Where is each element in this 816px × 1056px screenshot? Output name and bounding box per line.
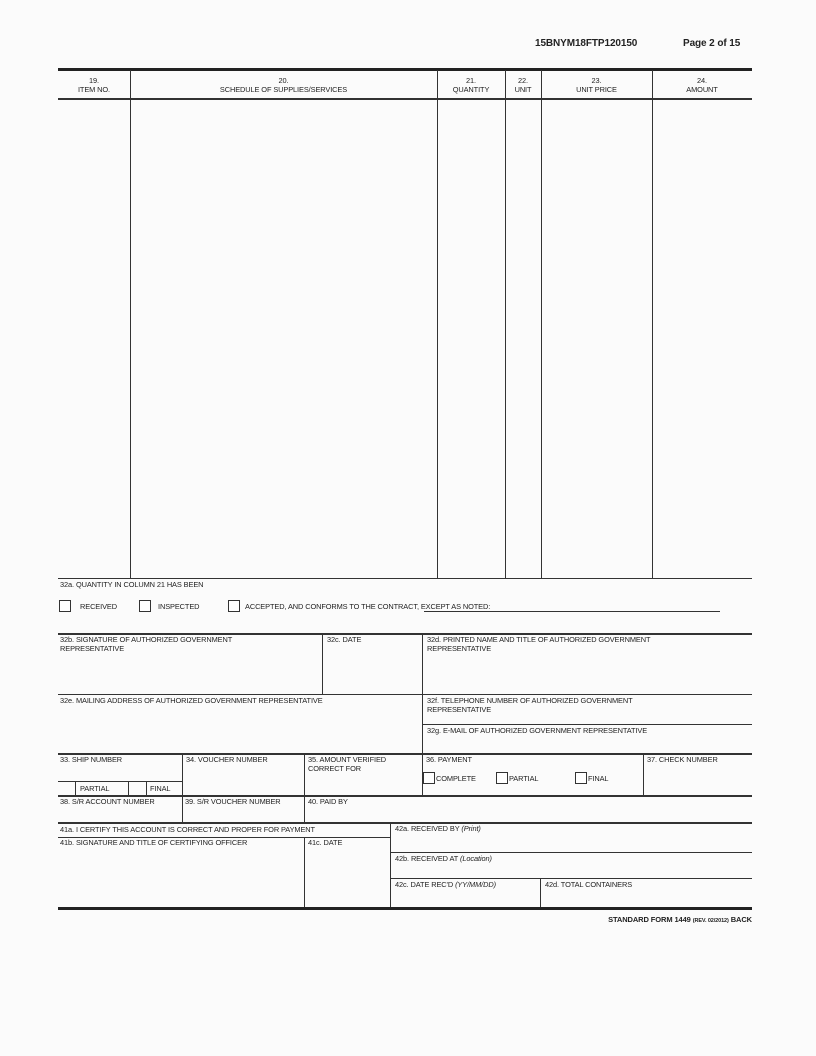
header-rule: [58, 98, 752, 100]
rule: [58, 781, 182, 782]
label-32d-line2: REPRESENTATIVE: [427, 643, 492, 653]
label-35: [308, 756, 386, 773]
col-header-item-no: [58, 77, 130, 94]
col-num: 22.: [518, 76, 528, 85]
received-checkbox[interactable]: [59, 600, 71, 612]
divider: [643, 753, 644, 795]
label-35-line1: 35. AMOUNT VERIFIED: [308, 755, 387, 764]
col-header-unit-price: [541, 77, 652, 94]
form-bottom-rule: [58, 907, 752, 910]
col-num: 20.: [278, 76, 289, 85]
label-32d: [427, 636, 650, 653]
label-42c: [395, 881, 496, 890]
divider: [304, 795, 305, 822]
label-32a: 32a. QUANTITY IN COLUMN 21 HAS BEEN: [60, 580, 204, 589]
ship-final-label: FINAL: [150, 784, 171, 793]
label-39: 39. S/R VOUCHER NUMBER: [185, 797, 281, 806]
label-38: 38. S/R ACCOUNT NUMBER: [60, 797, 155, 806]
label-37: 37. CHECK NUMBER: [647, 755, 718, 764]
label-35-line2: CORRECT FOR: [308, 763, 361, 773]
label-42c-text: 42c. DATE REC'D: [395, 880, 454, 889]
inspected-label: INSPECTED: [158, 602, 200, 611]
accepted-checkbox[interactable]: [228, 600, 240, 612]
col-num: 24.: [697, 76, 707, 85]
label-32f-line2: REPRESENTATIVE: [427, 704, 492, 714]
label-42b-text: 42b. RECEIVED AT: [395, 854, 459, 863]
page-number: Page 2 of 15: [683, 38, 741, 49]
label-36: 36. PAYMENT: [426, 755, 472, 764]
divider: [304, 753, 305, 795]
divider: [304, 837, 305, 908]
inspected-checkbox[interactable]: [139, 600, 151, 612]
label-32b-line1: 32b. SIGNATURE OF AUTHORIZED GOVERNMENT: [60, 635, 233, 644]
complete-checkbox[interactable]: [423, 772, 435, 784]
col-divider: [505, 70, 506, 578]
received-label: RECEIVED: [80, 602, 117, 611]
label-42b-hint: (Location): [460, 854, 492, 863]
partial-payment-checkbox[interactable]: [496, 772, 508, 784]
label-42a-text: 42a. RECEIVED BY: [395, 824, 460, 833]
col-label: ITEM NO.: [77, 84, 111, 94]
divider: [182, 753, 183, 822]
label-32g: 32g. E-MAIL OF AUTHORIZED GOVERNMENT REPRESENTATIVE: [427, 726, 648, 735]
label-32b-line2: REPRESENTATIVE: [60, 643, 125, 653]
col-header-unit: [505, 77, 541, 94]
form-revision: (REV. 02/2012): [692, 918, 729, 924]
col-header-amount: [652, 77, 752, 94]
form-side: BACK: [730, 915, 752, 924]
divider: [540, 878, 541, 908]
partial-payment-label: PARTIAL: [509, 774, 539, 783]
label-32f: [427, 697, 633, 714]
label-33: 33. SHIP NUMBER: [60, 755, 123, 764]
partial-checkbox-edge[interactable]: [75, 781, 76, 795]
label-32c: 32c. DATE: [327, 635, 362, 644]
label-34: 34. VOUCHER NUMBER: [186, 755, 268, 764]
rule: [58, 694, 752, 695]
rule: [390, 852, 752, 853]
label-41c: 41c. DATE: [308, 838, 343, 847]
col-divider: [437, 70, 438, 578]
complete-label: COMPLETE: [436, 774, 476, 783]
form-name: STANDARD FORM 1449: [608, 915, 691, 924]
label-41a: 41a. I CERTIFY THIS ACCOUNT IS CORRECT AND PROPER FOR PAYMENT: [60, 825, 315, 834]
label-42a: [395, 825, 481, 834]
col-num: 19.: [89, 76, 99, 85]
divider: [322, 633, 323, 694]
col-divider: [541, 70, 542, 578]
label-40: 40. PAID BY: [308, 797, 348, 806]
label-41b: 41b. SIGNATURE AND TITLE OF CERTIFYING OFFICER: [60, 838, 248, 847]
ship-partial-label: PARTIAL: [80, 784, 110, 793]
col-num: 23.: [591, 76, 602, 85]
col-label: SCHEDULE OF SUPPLIES/SERVICES: [219, 84, 348, 94]
final-payment-label: FINAL: [588, 774, 609, 783]
col-label: UNIT: [514, 84, 532, 94]
col-num: 21.: [466, 76, 476, 85]
table-top-rule: [58, 68, 752, 71]
final-payment-checkbox[interactable]: [575, 772, 587, 784]
col-label: AMOUNT: [686, 84, 718, 94]
except-as-noted-field[interactable]: [424, 611, 720, 612]
col-header-schedule: [130, 77, 437, 94]
label-32e: 32e. MAILING ADDRESS OF AUTHORIZED GOVERNMENT REPRESENTATIVE: [60, 696, 323, 705]
label-32d-line1: 32d. PRINTED NAME AND TITLE OF AUTHORIZED GOVERNMENT: [427, 635, 651, 644]
label-42b: [395, 855, 492, 864]
label-32b: [60, 636, 232, 653]
divider: [422, 633, 423, 795]
table-bottom-rule: [58, 578, 752, 579]
accepted-label: ACCEPTED, AND CONFORMS TO THE CONTRACT, EXCEPT AS NOTED:: [245, 602, 491, 611]
col-header-quantity: [437, 77, 505, 94]
col-divider: [652, 70, 653, 578]
label-42a-hint: (Print): [461, 824, 481, 833]
divider: [390, 822, 391, 908]
col-label: UNIT PRICE: [576, 84, 617, 94]
col-label: QUANTITY: [452, 84, 490, 94]
solicitation-number: 15BNYM18FTP120150: [535, 38, 638, 49]
rule: [422, 724, 752, 725]
label-32f-line1: 32f. TELEPHONE NUMBER OF AUTHORIZED GOVERNMENT: [427, 696, 633, 705]
rule: [390, 878, 752, 879]
form-footer: [608, 916, 752, 926]
label-42d: 42d. TOTAL CONTAINERS: [545, 880, 633, 889]
col-divider: [130, 70, 131, 578]
divider: [128, 781, 129, 795]
final-checkbox-edge[interactable]: [146, 781, 147, 795]
label-42c-hint: (YY/MM/DD): [455, 880, 496, 889]
rule: [58, 795, 752, 797]
